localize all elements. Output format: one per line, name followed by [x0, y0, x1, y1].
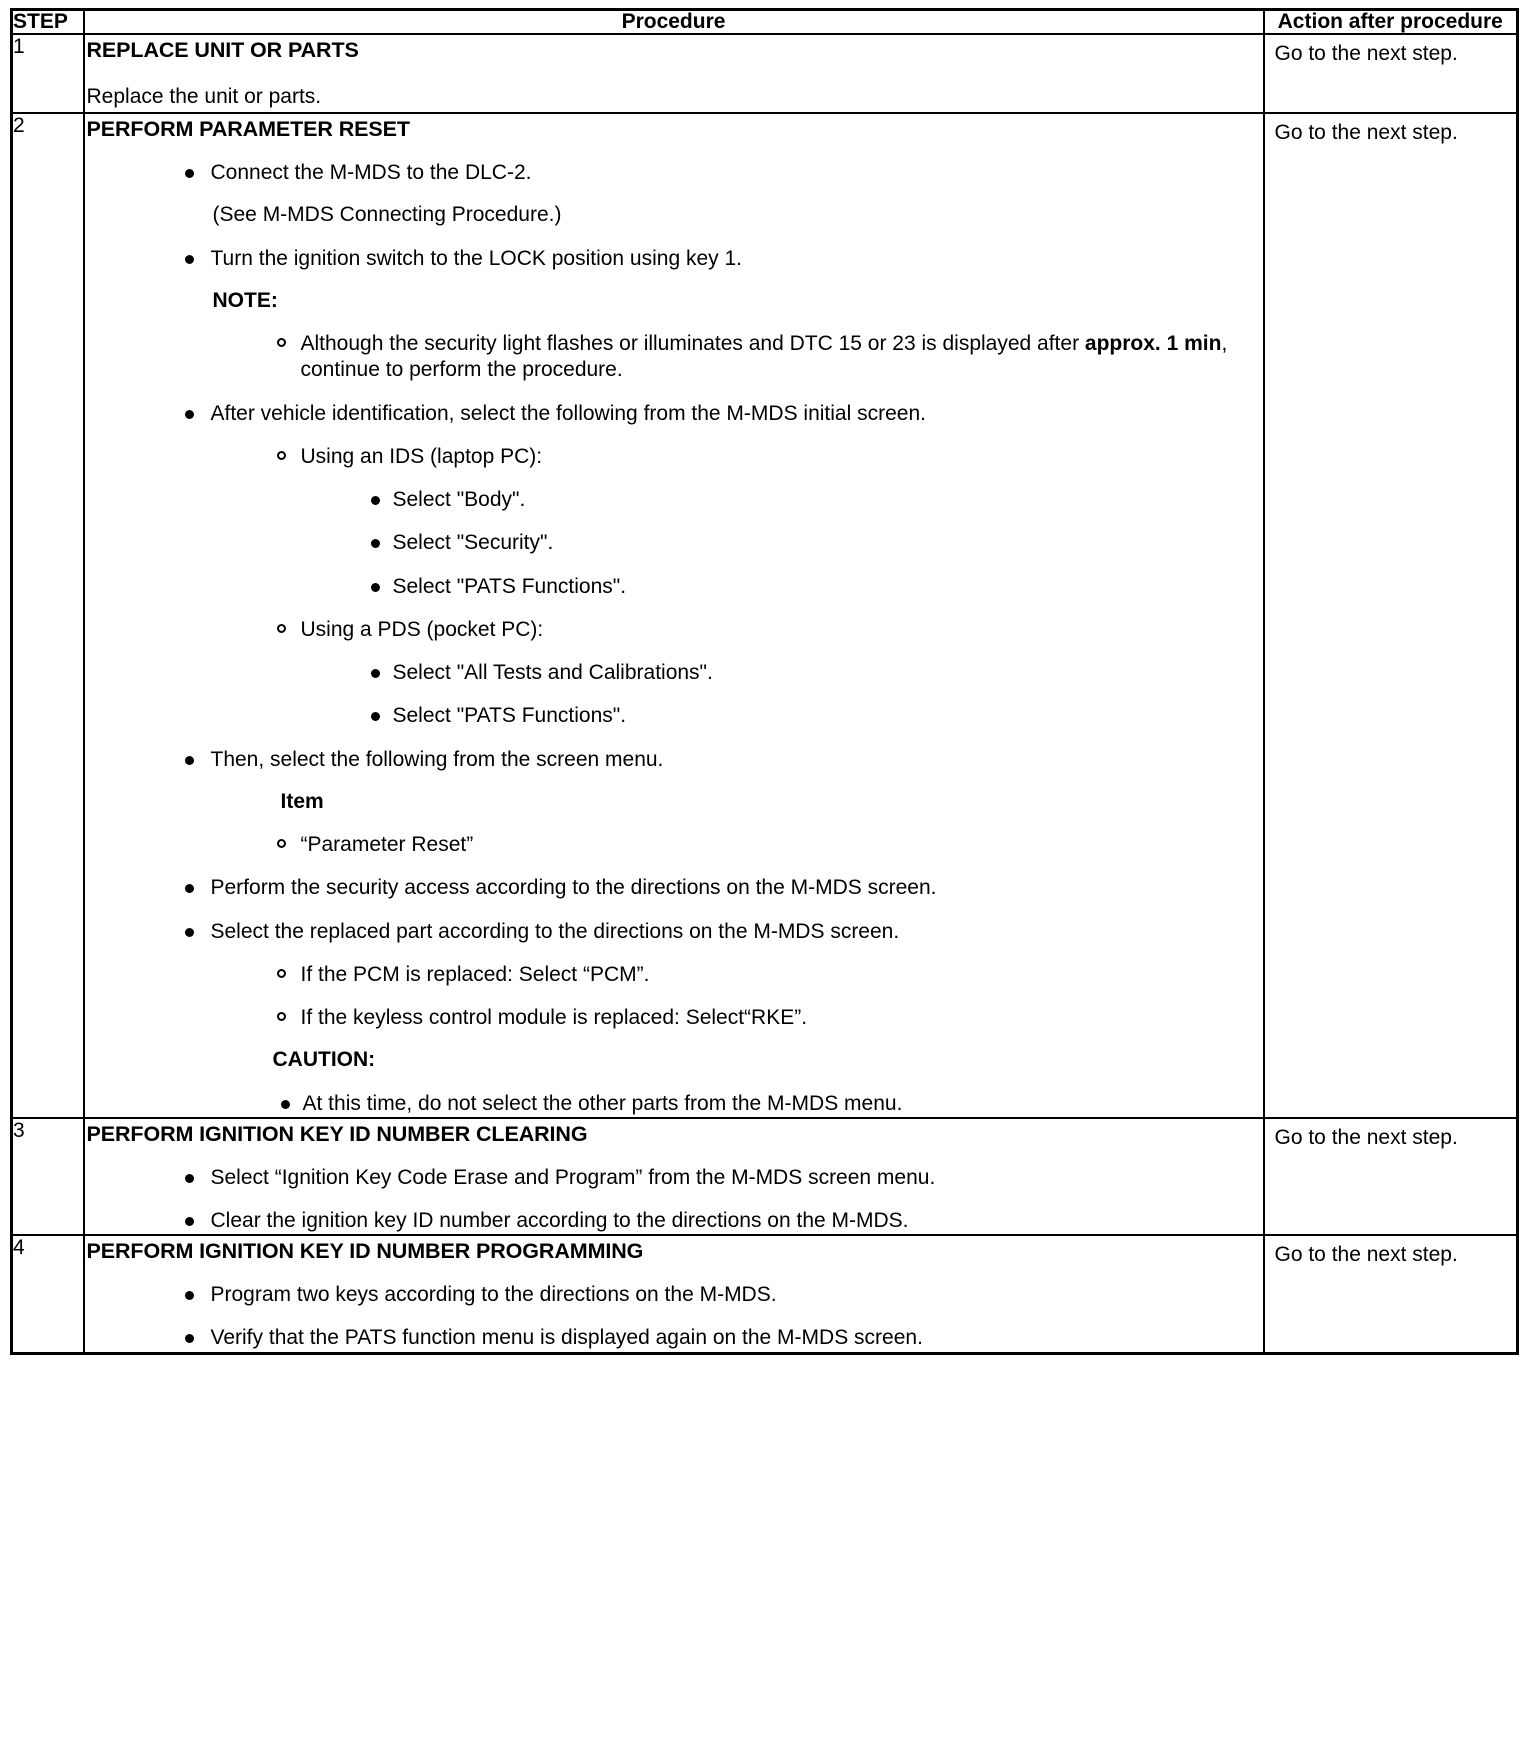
list-item: [273, 331, 1263, 384]
procedure-title: REPLACE UNIT OR PARTS: [86, 38, 359, 63]
procedure-cell: [84, 1235, 1264, 1353]
ids-selection-list: [363, 487, 1263, 600]
action-cell: [1264, 1118, 1518, 1235]
table-row: [12, 1118, 1518, 1235]
procedure-bullet-list: [171, 160, 1263, 1117]
procedure-bullet-list: [171, 1165, 1263, 1235]
list-item: Select "PATS Functions".: [363, 574, 1263, 600]
procedure-title: PERFORM IGNITION KEY ID NUMBER PROGRAMMING: [86, 1239, 644, 1264]
list-item: [171, 401, 1263, 730]
note-text-part1: Although the security light flashes or illuminates and DTC 15 or 23 is displayed after: [300, 332, 1085, 356]
caution-label: CAUTION:: [272, 1048, 376, 1072]
action-cell: [1264, 34, 1518, 113]
item-list: [273, 832, 1263, 858]
list-item: If the keyless control module is replaced: Select“RKE”.: [273, 1005, 1263, 1031]
list-item: [171, 919, 1263, 1117]
note-list: [273, 331, 1263, 384]
action-cell: [1264, 113, 1518, 1118]
list-item: Select "Body".: [363, 487, 1263, 513]
list-item: Select "All Tests and Calibrations".: [363, 660, 1263, 686]
list-item: [171, 246, 1263, 384]
list-item: Select "PATS Functions".: [363, 703, 1263, 729]
bullet-subtext: (See M-MDS Connecting Procedure.): [212, 203, 562, 227]
item-label: Item: [280, 789, 324, 813]
list-item: [273, 444, 1263, 600]
list-item: If the PCM is replaced: Select “PCM”.: [273, 962, 1263, 988]
replaced-part-list: [273, 962, 1263, 1032]
step-number: 2: [12, 113, 84, 1118]
list-item: Verify that the PATS function menu is displayed again on the M-MDS screen.: [171, 1325, 1263, 1351]
action-text: Go to the next step.: [1274, 1125, 1458, 1149]
bullet-text: After vehicle identification, select the following from the M-MDS initial screen.: [210, 401, 926, 425]
step-number: 1: [12, 34, 84, 113]
action-cell: [1264, 1235, 1518, 1353]
bullet-text: Perform the security access according to the directions on the M-MDS screen.: [210, 876, 937, 900]
list-item: [273, 617, 1263, 730]
header-action: Action after procedure: [1264, 10, 1518, 35]
procedure-cell: [84, 34, 1264, 113]
note-text-emphasis: approx. 1 min: [1084, 332, 1222, 356]
note-text-part2: , continue to perform the procedure.: [300, 332, 1228, 382]
step-number: 4: [12, 1235, 84, 1353]
table-row: [12, 113, 1518, 1118]
procedure-cell: [84, 113, 1264, 1118]
procedure-table: [10, 8, 1519, 1355]
note-label: NOTE:: [212, 288, 278, 312]
procedure-title: PERFORM IGNITION KEY ID NUMBER CLEARING: [86, 1121, 588, 1146]
table-row: [12, 34, 1518, 113]
list-item: [171, 747, 1263, 859]
bullet-text: Then, select the following from the screen menu.: [210, 747, 664, 771]
action-text: Go to the next step.: [1274, 1243, 1458, 1267]
procedure-text: Replace the unit or parts.: [86, 84, 322, 108]
ids-label: Using an IDS (laptop PC):: [300, 444, 543, 468]
list-item: [171, 875, 1263, 901]
header-step: STEP: [12, 10, 84, 35]
action-text: Go to the next step.: [1274, 121, 1458, 145]
bullet-text: Connect the M-MDS to the DLC-2.: [210, 161, 532, 185]
table-header-row: [12, 10, 1518, 35]
device-list: [273, 444, 1263, 730]
list-item: “Parameter Reset”: [273, 832, 1263, 858]
list-item: At this time, do not select the other parts from the M-MDS menu.: [273, 1091, 1263, 1117]
step-number: 3: [12, 1118, 84, 1235]
action-text: Go to the next step.: [1274, 42, 1458, 66]
list-item: Select "Security".: [363, 530, 1263, 556]
pds-selection-list: [363, 660, 1263, 730]
list-item: Program two keys according to the directions on the M-MDS.: [171, 1282, 1263, 1308]
list-item: [171, 160, 1263, 229]
list-item: Select “Ignition Key Code Erase and Program” from the M-MDS screen menu.: [171, 1165, 1263, 1191]
procedure-title: PERFORM PARAMETER RESET: [86, 117, 410, 142]
bullet-text: Select the replaced part according to the directions on the M-MDS screen.: [210, 919, 900, 943]
procedure-bullet-list: [171, 1282, 1263, 1352]
pds-label: Using a PDS (pocket PC):: [300, 617, 544, 641]
list-item: Clear the ignition key ID number according to the directions on the M-MDS.: [171, 1208, 1263, 1234]
caution-list: [273, 1091, 1263, 1117]
header-procedure: Procedure: [84, 10, 1264, 35]
bullet-text: Turn the ignition switch to the LOCK position using key 1.: [210, 246, 743, 270]
procedure-cell: [84, 1118, 1264, 1235]
table-row: [12, 1235, 1518, 1353]
